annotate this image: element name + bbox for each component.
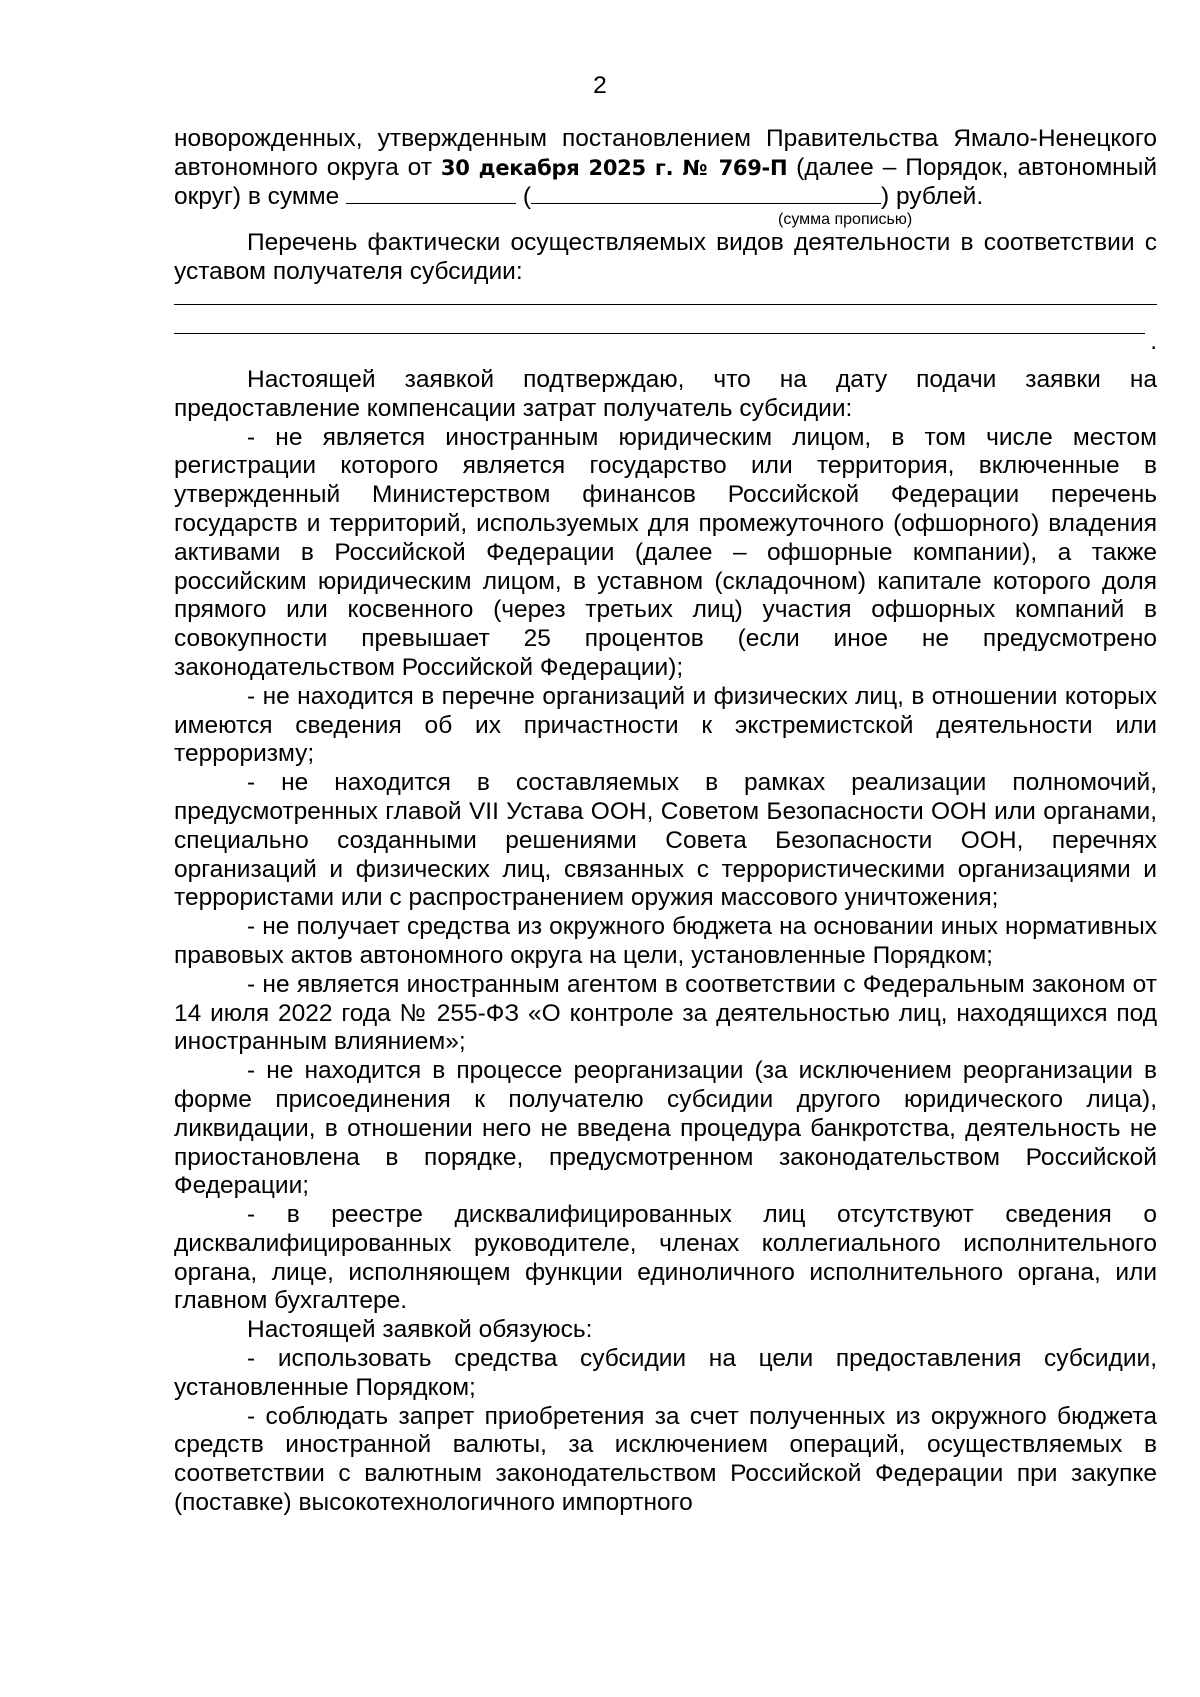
confirm-item-6: - не находится в процессе реорганизации (за исключением реорганизации в форме присоединения к получателю субсидии другого юридического лица), ликвидации, в отношении него не введена процедура банкротства, деятельность не приостановлена в порядке, предусмотренном законодательством Российской Федерации; [174,1057,1157,1200]
resolution-stamp: 30 декабря 2025 г. № 769-П [440,155,788,180]
obligation-item-2: - соблюдать запрет приобретения за счет полученных из окружного бюджета средств иностранной валюты, за исключением операций, осуществляемых в соответствии с валютным законодательством Российской Федерации при закупке (поставке) высокотехнологичного импортного [174,1402,1157,1517]
intro-text-start: новорожденных, утвержденным постановлением Правительства Ямало-Ненецкого автономного округа от [174,125,1157,181]
intro-paren-open: ( [516,182,531,210]
amount-blank-field[interactable] [346,183,516,204]
confirm-intro: Настоящей заявкой подтверждаю, что на дату подачи заявки на предоставление компенсации затрат получатель субсидии: [174,365,1157,422]
amount-hint: (сумма прописью) [778,211,913,229]
intro-text-mid: (далее – Порядок, автономный округ) в сумме [174,153,1157,210]
confirm-item-4: - не получает средства из окружного бюджета на основании иных нормативных правовых актов автономного округа на цели, установленные Порядком; [174,913,1157,969]
intro-text-end: ) рублей. [880,182,984,210]
activities-line-1[interactable] [174,287,1157,316]
confirm-item-5: - не является иностранным агентом в соответствии с Федеральным законом от 14 июля 2022 года № 255-ФЗ «О контроле за деятельностью лиц, находящихся под иностранным влиянием»; [174,970,1157,1056]
confirm-item-7: - в реестре дисквалифицированных лиц отсутствуют сведения о дисквалифицированных руководителе, членах коллегиального исполнительного органа, лице, исполняющем функции единоличного исполнительного органа, или главном бухгалтере. [174,1201,1157,1315]
confirm-item-1: - не является иностранным юридическим лицом, в том числе местом регистрации которого является государство или территория, включенные в утвержденный Министерством финансов Российской Федерации перечень государств и территорий, используемых для промежуточного (офшорного) владения активами в Российской Федерации (далее – офшорные компании), а также российским юридическим лицом, в уставном (складочном) капитале которого доля прямого или косвенного (через третьих лиц) участия офшорных компаний в совокупности превышает 25 процентов (если иное не предусмотрено законодательством Российской Федерации); [174,423,1157,681]
confirm-item-2: - не находится в перечне организаций и физических лиц, в отношении которых имеются сведения об их причастности к экстремистской деятельности или терроризму; [174,682,1157,768]
amount-words-blank-field[interactable] [531,183,881,204]
page-number: 2 [593,72,607,99]
activities-end-period: . [1150,327,1157,355]
activities-paragraph: Перечень фактически осуществляемых видов деятельности в соответствии с уставом получателя субсидии: [174,229,1157,286]
intro-paragraph [174,125,1157,211]
document-body [174,125,1157,1518]
obligations-intro: Настоящей заявкой обязуюсь: [247,1316,593,1344]
obligation-item-1: - использовать средства субсидии на цели предоставления субсидии, установленные Порядком; [174,1345,1157,1401]
activities-line-2[interactable] [174,316,1157,355]
confirm-item-3: - не находится в составляемых в рамках реализации полномочий, предусмотренных главой VII Устава ООН, Советом Безопасности ООН или органами, специально созданными решениями Совета Безопасности ООН, перечнях организаций и физических лиц, связанных с террористическими организациями и террористами или с распространением оружия массового уничтожения; [174,769,1157,912]
